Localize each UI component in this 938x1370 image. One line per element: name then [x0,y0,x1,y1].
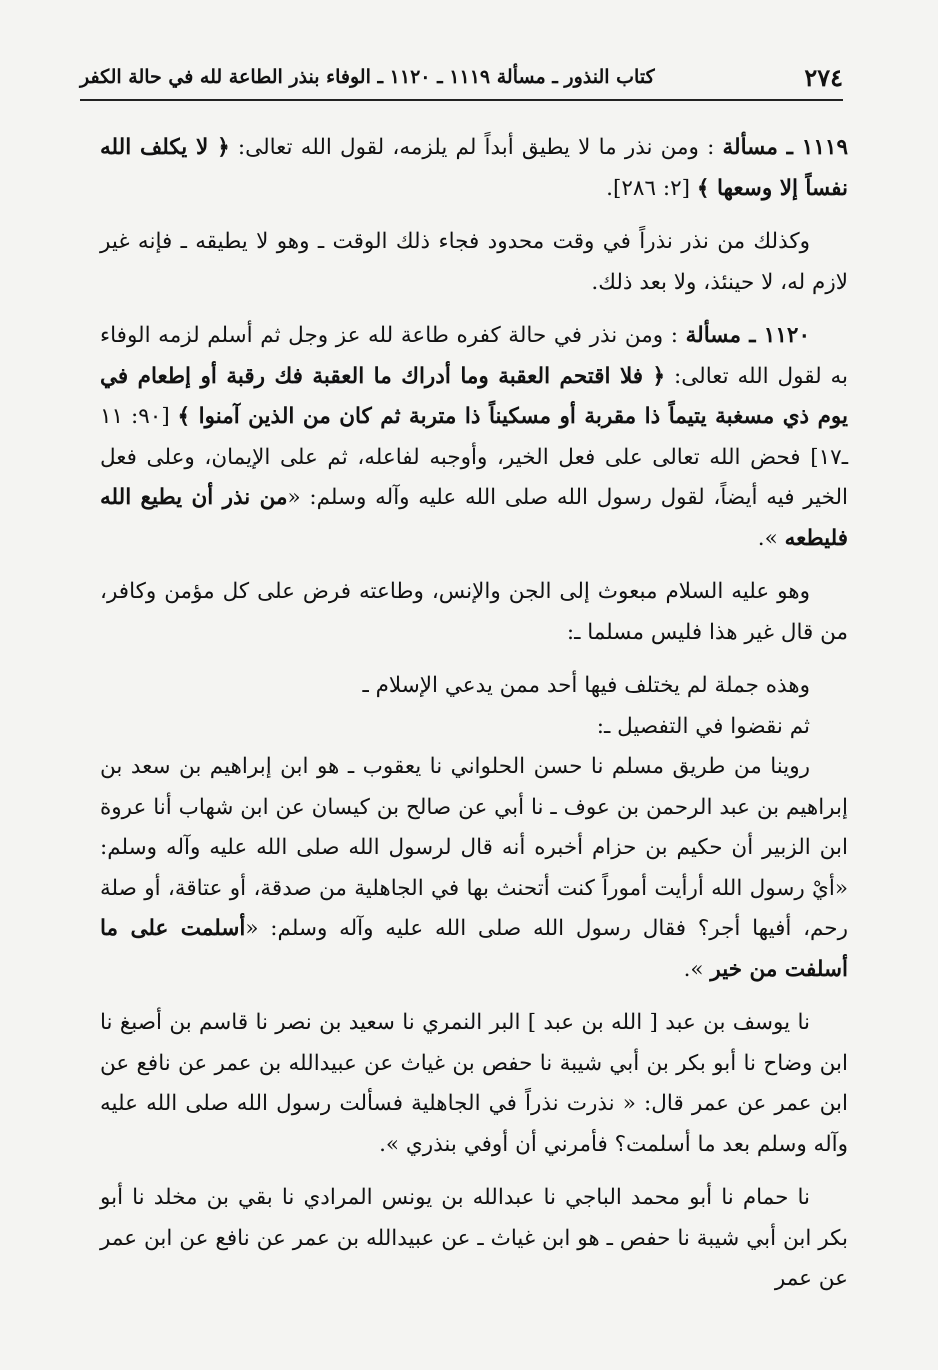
verse-reference: [٢: ٢٨٦]. [606,175,691,201]
paragraph: وهذه جملة لم يختلف فيها أحد ممن يدعي الإسلام ـ [362,673,810,698]
issue-number: ١١٢٠ ـ مسألة [685,323,810,348]
paragraph-issue-1119 [100,128,848,209]
quran-verse: ﴿ لا يكلف الله نفساً إلا وسعها ﴾ [100,135,848,201]
paragraph: نا حمام نا أبو محمد الباجي نا عبدالله بن يونس المرادي نا بقي بن مخلد نا أبو بكر ابن أبي شيبة نا حفص ـ هو ابن غياث ـ عن عبيدالله بن عمر عن نافع عن ابن عمر عن عمر [100,1185,848,1291]
paragraph: نا يوسف بن عبد [ الله بن عبد ] البر النمري نا سعيد بن نصر نا قاسم بن أصبغ نا ابن وضاح نا أبو بكر بن أبي شيبة نا حفص بن غياث عن عبيدالله بن عمر عن نافع عن ابن عمر عن عمر قال: « نذرت نذراً في الجاهلية فسألت رسول الله صلى الله عليه وآله وسلم بعد ما أسلمت؟ فأمرني أن أوفي بنذري ». [100,1010,848,1157]
hadith-quote: أسلمت على ما أسلفت من خير [100,916,848,982]
paragraph-hadith-hakim [100,747,848,990]
text: : ومن نذر ما لا يطيق أبداً لم يلزمه، لقول الله تعالى: [237,135,715,160]
quran-verse: ﴿ فلا اقتحم العقبة وما أدراك ما العقبة فك رقبة أو إطعام في يوم ذي مسغبة يتيماً ذا مقربة أو مسكيناً ذا متربة ثم كان من الذين آمنوا ﴾ [100,363,848,429]
text: ». [683,956,704,982]
issue-number: ١١١٩ ـ مسألة [722,135,848,160]
text: : ومن نذر في حالة كفره طاعة لله عز وجل ثم أسلم لزمه الوفاء به لقول الله تعالى: [100,323,848,389]
page-header [80,55,843,101]
paragraph: وكذلك من نذر نذراً في وقت محدود فجاء ذلك الوقت ـ وهو لا يطيقه ـ فإنه غير لازم له، لا حينئذ، ولا بعد ذلك. [100,229,848,295]
running-title: كتاب النذور ـ مسألة ١١١٩ ـ ١١٢٠ ـ الوفاء بنذر الطاعة لله في حالة الكفر [80,66,655,88]
paragraph-issue-1120 [100,316,848,559]
page-number: ٢٧٤ [804,62,843,92]
text: ». [757,525,778,551]
hadith-quote: من نذر أن يطيع الله فليطعه [100,485,848,551]
paragraph: ثم نقضوا في التفصيل ـ: [596,713,810,739]
page-body [100,128,848,1313]
text: روينا من طريق مسلم نا حسن الحلواني نا يعقوب ـ هو ابن إبراهيم بن سعد بن إبراهيم بن عبد الرحمن بن عوف ـ نا أبي عن صالح بن كيسان عن ابن شهاب أنا عروة ابن الزبير أن حكيم بن حزام أخبره أنه قال لرسول الله صلى الله عليه وآله وسلم: «أيْ رسول الله أرأيت أموراً كنت أتحنث بها في الجاهلية من صدقة، أو عتاقة، أو صلة رحم، أفيها أجر؟ فقال رسول الله صلى الله عليه وآله وسلم: « [100,754,848,941]
paragraph: وهو عليه السلام مبعوث إلى الجن والإنس، وطاعته فرض على كل مؤمن وكافر، من قال غير هذا فليس مسلما ـ: [100,579,848,645]
text: [٩٠: ١١ ـ١٧] فحض الله تعالى على فعل الخير، وأوجبه لفاعله، ثم على الإيمان، وعلى فعل الخير فيه أيضاً، لقول رسول الله صلى الله عليه وآله وسلم: « [100,404,848,510]
